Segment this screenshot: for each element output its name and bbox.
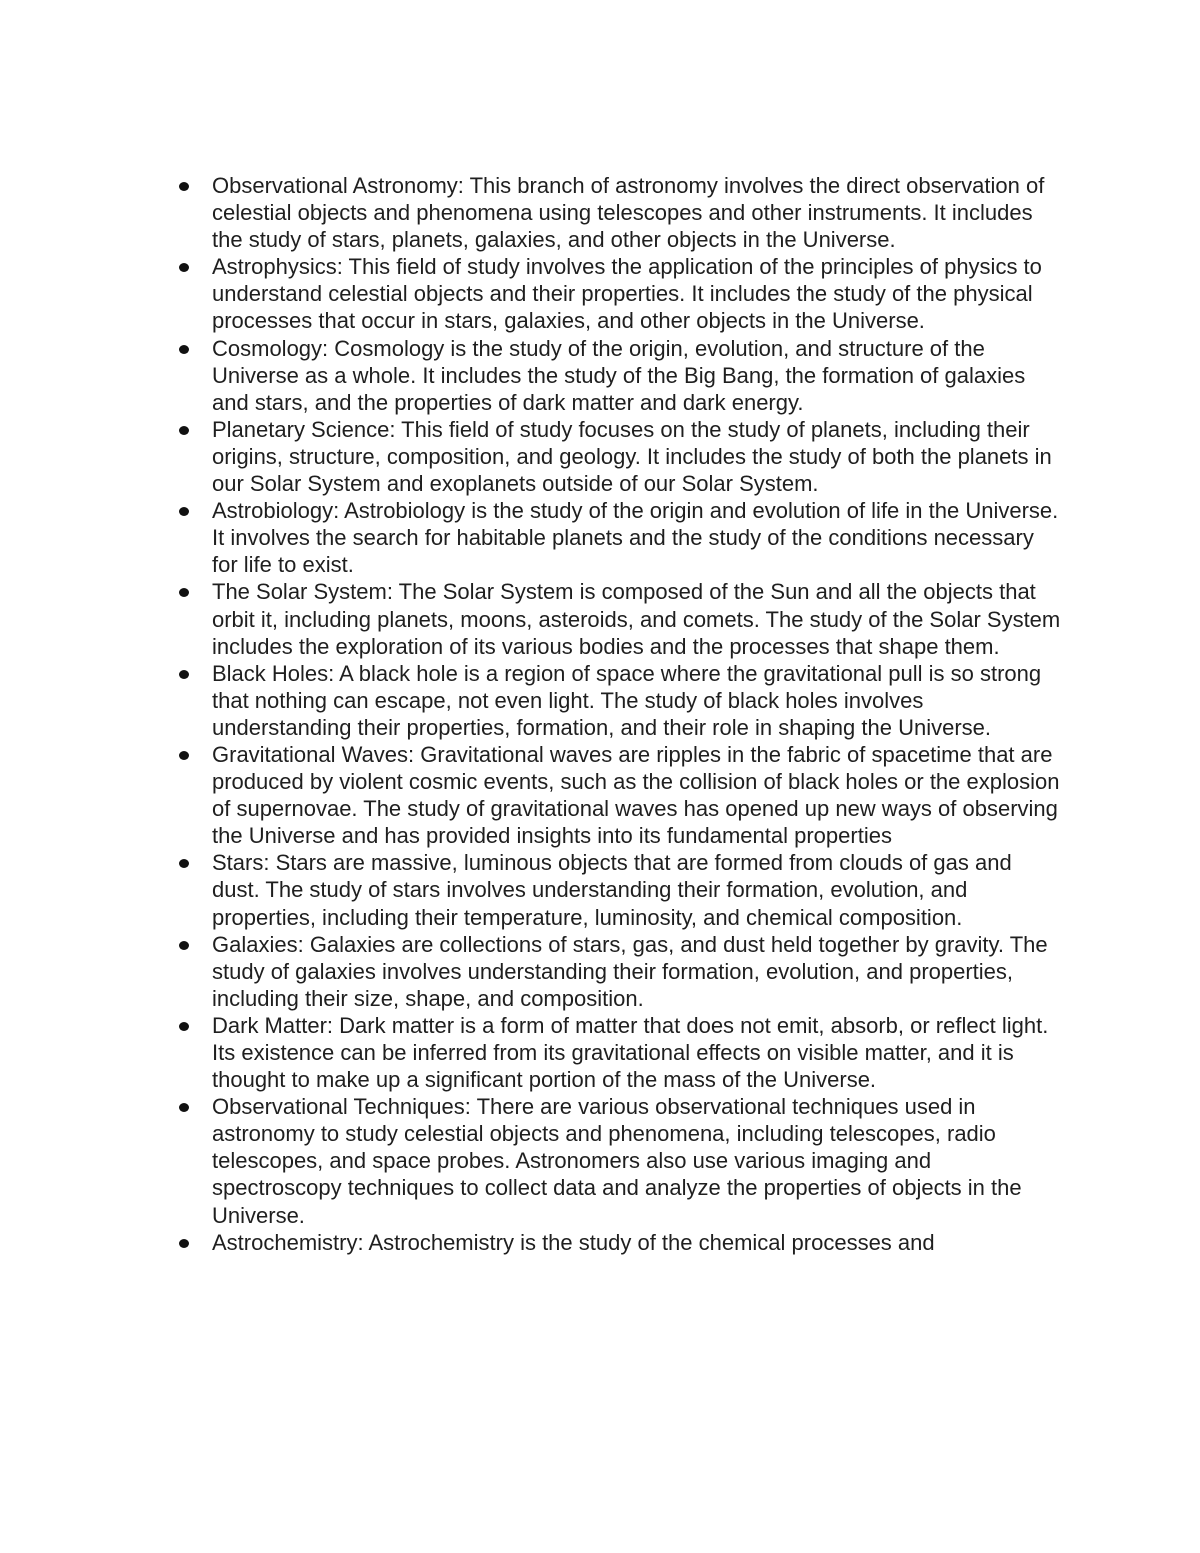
bullet-icon xyxy=(179,1022,189,1031)
bullet-list xyxy=(172,172,1062,1256)
list-item-text: Observational Astronomy: This branch of astronomy involves the direct observation of celestial objects and phenomena using telescopes and other instruments. It includes the study of stars, planets, galaxies, and other objects in the Universe. xyxy=(212,173,1045,253)
list-item xyxy=(172,578,1062,659)
list-item-text: Observational Techniques: There are various observational techniques used in astronomy to study celestial objects and phenomena, including telescopes, radio telescopes, and space probes. Astronomers also use various imaging and spectroscopy techniques to collect data and analyze the properties of objects in the Universe. xyxy=(212,1094,1022,1228)
bullet-icon xyxy=(179,751,189,760)
bullet-icon xyxy=(179,941,189,950)
list-item xyxy=(172,497,1062,578)
list-item-text: Dark Matter: Dark matter is a form of matter that does not emit, absorb, or reflect light. Its existence can be inferred from its gravitational effects on visible matter, and it is thought to make up a significant portion of the mass of the Universe. xyxy=(212,1012,1049,1093)
bullet-icon xyxy=(179,588,189,597)
list-item xyxy=(172,1229,1062,1256)
list-item-text: Galaxies: Galaxies are collections of stars, gas, and dust held together by gravity. The study of galaxies involves understanding their formation, evolution, and properties, including their size, shape, and composition. xyxy=(212,931,1048,1011)
list-item-text: Cosmology: Cosmology is the study of the origin, evolution, and structure of the Universe as a whole. It includes the study of the Big Bang, the formation of galaxies and stars, and the properties of dark matter and dark energy. xyxy=(212,335,1026,415)
bullet-icon xyxy=(179,1103,189,1112)
list-item xyxy=(172,660,1062,741)
bullet-icon xyxy=(179,670,189,679)
bullet-icon xyxy=(179,345,189,354)
bullet-icon xyxy=(179,182,189,191)
bullet-icon xyxy=(179,859,189,868)
bullet-icon xyxy=(179,507,189,516)
list-item xyxy=(172,1093,1062,1228)
list-item xyxy=(172,741,1062,849)
list-item-text: Astrophysics: This field of study involves the application of the principles of physics to understand celestial objects and their properties. It includes the study of the physical processes that occur in stars, galaxies, and other objects in the Universe. xyxy=(212,254,1042,334)
list-item xyxy=(172,1012,1062,1093)
bullet-icon xyxy=(179,263,189,272)
list-item xyxy=(172,849,1062,930)
list-item xyxy=(172,416,1062,497)
list-item-text: Stars: Stars are massive, luminous objects that are formed from clouds of gas and dust. The study of stars involves understanding their formation, evolution, and properties, including their temperature, luminosity, and chemical composition. xyxy=(212,850,1012,930)
list-item xyxy=(172,253,1062,334)
bullet-icon xyxy=(179,1239,189,1248)
list-item xyxy=(172,931,1062,1012)
list-item-text: Astrochemistry: Astrochemistry is the study of the chemical processes and xyxy=(212,1229,935,1255)
list-item-text: Black Holes: A black hole is a region of space where the gravitational pull is so strong that nothing can escape, not even light. The study of black holes involves understanding their properties, formation, and their role in shaping the Universe. xyxy=(212,660,1042,740)
list-item-text: Astrobiology: Astrobiology is the study of the origin and evolution of life in the Universe. It involves the search for habitable planets and the study of the conditions necessary for life to exist. xyxy=(212,498,1059,578)
list-item-text: Planetary Science: This field of study focuses on the study of planets, including their origins, structure, composition, and geology. It includes the study of both the planets in our Solar System and exoplanets outside of our Solar System. xyxy=(212,416,1052,497)
list-item xyxy=(172,172,1062,253)
list-item-text: Gravitational Waves: Gravitational waves are ripples in the fabric of spacetime that are produced by violent cosmic events, such as the collision of black holes or the explosion of supernovae. The study of gravitational waves has opened up new ways of observing the Universe and has provided insights into its fundamental properties xyxy=(212,741,1060,849)
list-item xyxy=(172,335,1062,416)
bullet-icon xyxy=(179,426,189,435)
list-item-text: The Solar System: The Solar System is composed of the Sun and all the objects that orbit it, including planets, moons, asteroids, and comets. The study of the Solar System includes the exploration of its various bodies and the processes that shape them. xyxy=(212,579,1061,659)
